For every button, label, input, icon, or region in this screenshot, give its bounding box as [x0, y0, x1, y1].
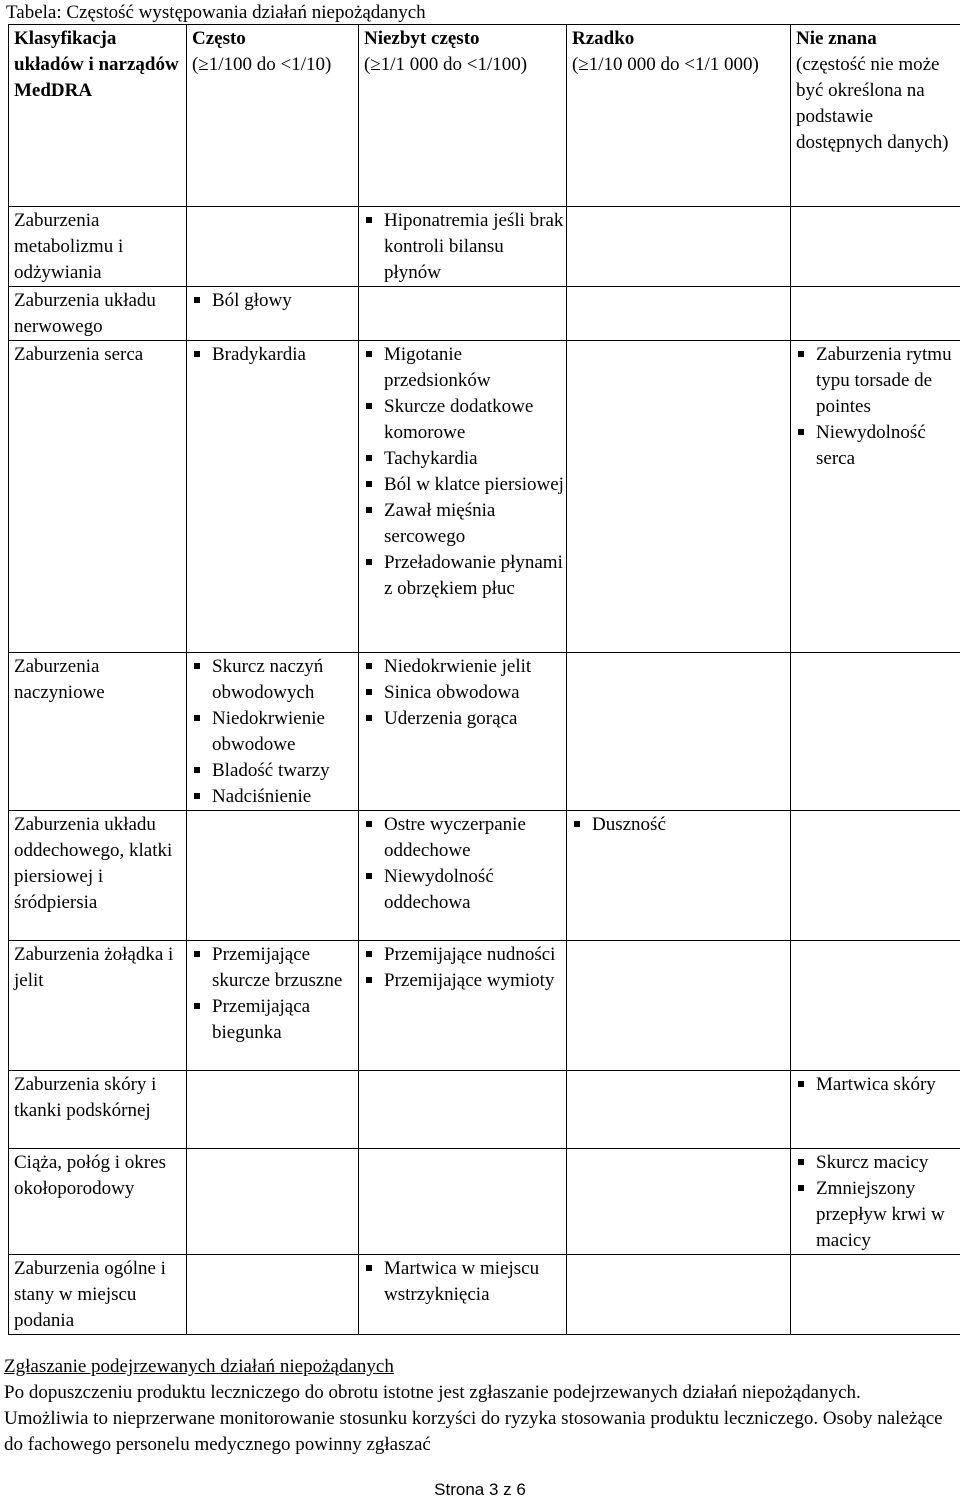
uncommon-cell [359, 1071, 567, 1149]
list-item: Nadciśnienie [192, 784, 356, 810]
uncommon-cell [359, 1255, 567, 1335]
header-often-title: Często [192, 26, 356, 52]
list-item: Sinica obwodowa [364, 680, 564, 706]
table-row [9, 287, 960, 341]
uncommon-list [364, 942, 564, 994]
unknown-cell [791, 1071, 960, 1149]
header-unknown-title: Nie znana [796, 26, 958, 52]
unknown-cell [791, 941, 960, 1071]
list-item: Przemijające nudności [364, 942, 564, 968]
reporting-body: Po dopuszczeniu produktu leczniczego do obrotu istotne jest zgłaszanie podejrzewanych działań niepożądanych. Umożliwia to nieprzerwane monitorowanie stosunku korzyści do ryzyka stosowania produktu leczniczego. Osoby należące do fachowego personelu medycznego powinny zgłaszać [4, 1380, 944, 1458]
rare-cell [567, 287, 791, 341]
table-row [9, 341, 960, 653]
uncommon-list [364, 342, 564, 602]
table-caption: Tabela: Częstość występowania działań niepożądanych [6, 0, 426, 26]
page-number: Strona 3 z 6 [0, 1477, 960, 1503]
list-item: Niedokrwienie jelit [364, 654, 564, 680]
list-item: Migotanie przedsionków [364, 342, 564, 394]
rare-cell [567, 941, 791, 1071]
soc-cell: Zaburzenia układu oddechowego, klatki piersiowej i śródpiersia [9, 811, 187, 941]
list-item: Duszność [572, 812, 788, 838]
uncommon-list [364, 812, 564, 916]
reporting-section [4, 1354, 944, 1458]
soc-cell: Ciąża, połóg i okres okołoporodowy [9, 1149, 187, 1255]
header-often [187, 25, 359, 207]
unknown-list [796, 342, 958, 472]
list-item: Skurcz macicy [796, 1150, 958, 1176]
uncommon-cell [359, 811, 567, 941]
often-cell [187, 1071, 359, 1149]
unknown-cell [791, 811, 960, 941]
header-uncommon-range: (≥1/1 000 do <1/100) [364, 54, 527, 75]
unknown-cell [791, 207, 960, 287]
uncommon-cell [359, 207, 567, 287]
often-cell [187, 1149, 359, 1255]
list-item: Ból głowy [192, 288, 356, 314]
list-item: Skurcz naczyń obwodowych [192, 654, 356, 706]
uncommon-list [364, 654, 564, 732]
uncommon-list [364, 208, 564, 286]
list-item: Hiponatremia jeśli brak kontroli bilansu płynów [364, 208, 564, 286]
often-list [192, 942, 356, 1046]
soc-cell: Zaburzenia żołądka i jelit [9, 941, 187, 1071]
soc-cell: Zaburzenia skóry i tkanki podskórnej [9, 1071, 187, 1149]
reporting-title: Zgłaszanie podejrzewanych działań niepożądanych [4, 1354, 944, 1380]
header-rare-title: Rzadko [572, 26, 788, 52]
rare-cell [567, 1149, 791, 1255]
list-item: Bradykardia [192, 342, 356, 368]
uncommon-list [364, 1256, 564, 1308]
unknown-cell [791, 1149, 960, 1255]
soc-cell: Zaburzenia naczyniowe [9, 653, 187, 811]
table-row [9, 811, 960, 941]
header-soc-title: Klasyfikacja układów i narządów MedDRA [14, 28, 179, 101]
often-cell [187, 207, 359, 287]
often-list [192, 342, 356, 368]
header-rare [567, 25, 791, 207]
often-list [192, 288, 356, 314]
list-item: Niewydolność oddechowa [364, 864, 564, 916]
header-unknown-range: (częstość nie może być określona na podstawie dostępnych danych) [796, 54, 948, 153]
often-cell [187, 653, 359, 811]
uncommon-cell [359, 287, 567, 341]
rare-cell [567, 341, 791, 653]
list-item: Zmniejszony przepływ krwi w macicy [796, 1176, 958, 1254]
list-item: Przemijająca biegunka [192, 994, 356, 1046]
often-cell [187, 341, 359, 653]
header-often-range: (≥1/100 do <1/10) [192, 54, 331, 75]
unknown-cell [791, 287, 960, 341]
list-item: Przeładowanie płynami z obrzękiem płuc [364, 550, 564, 602]
rare-cell [567, 811, 791, 941]
table-header-row [9, 25, 960, 207]
often-list [192, 654, 356, 810]
list-item: Bladość twarzy [192, 758, 356, 784]
soc-cell: Zaburzenia układu nerwowego [9, 287, 187, 341]
list-item: Zawał mięśnia sercowego [364, 498, 564, 550]
list-item: Uderzenia gorąca [364, 706, 564, 732]
uncommon-cell [359, 941, 567, 1071]
unknown-cell [791, 653, 960, 811]
adverse-effects-table [8, 24, 960, 1335]
table-row [9, 1255, 960, 1335]
header-uncommon [359, 25, 567, 207]
uncommon-cell [359, 1149, 567, 1255]
soc-cell: Zaburzenia serca [9, 341, 187, 653]
often-cell [187, 941, 359, 1071]
list-item: Niedokrwienie obwodowe [192, 706, 356, 758]
often-cell [187, 1255, 359, 1335]
list-item: Martwica skóry [796, 1072, 958, 1098]
unknown-list [796, 1072, 958, 1098]
often-cell [187, 811, 359, 941]
header-rare-range: (≥1/10 000 do <1/1 000) [572, 54, 759, 75]
rare-list [572, 812, 788, 838]
rare-cell [567, 207, 791, 287]
soc-cell: Zaburzenia metabolizmu i odżywiania [9, 207, 187, 287]
list-item: Tachykardia [364, 446, 564, 472]
often-cell [187, 287, 359, 341]
uncommon-cell [359, 341, 567, 653]
unknown-cell [791, 341, 960, 653]
list-item: Przemijające skurcze brzuszne [192, 942, 356, 994]
list-item: Skurcze dodatkowe komorowe [364, 394, 564, 446]
header-soc [9, 25, 187, 207]
rare-cell [567, 1071, 791, 1149]
table-row [9, 941, 960, 1071]
table-row [9, 207, 960, 287]
list-item: Martwica w miejscu wstrzyknięcia [364, 1256, 564, 1308]
list-item: Przemijające wymioty [364, 968, 564, 994]
header-unknown [791, 25, 960, 207]
soc-cell: Zaburzenia ogólne i stany w miejscu podania [9, 1255, 187, 1335]
table-row [9, 1071, 960, 1149]
rare-cell [567, 653, 791, 811]
table-row [9, 1149, 960, 1255]
table-row [9, 653, 960, 811]
unknown-list [796, 1150, 958, 1254]
rare-cell [567, 1255, 791, 1335]
header-uncommon-title: Niezbyt często [364, 26, 564, 52]
list-item: Ostre wyczerpanie oddechowe [364, 812, 564, 864]
list-item: Zaburzenia rytmu typu torsade de pointes [796, 342, 958, 420]
uncommon-cell [359, 653, 567, 811]
unknown-cell [791, 1255, 960, 1335]
list-item: Ból w klatce piersiowej [364, 472, 564, 498]
list-item: Niewydolność serca [796, 420, 958, 472]
